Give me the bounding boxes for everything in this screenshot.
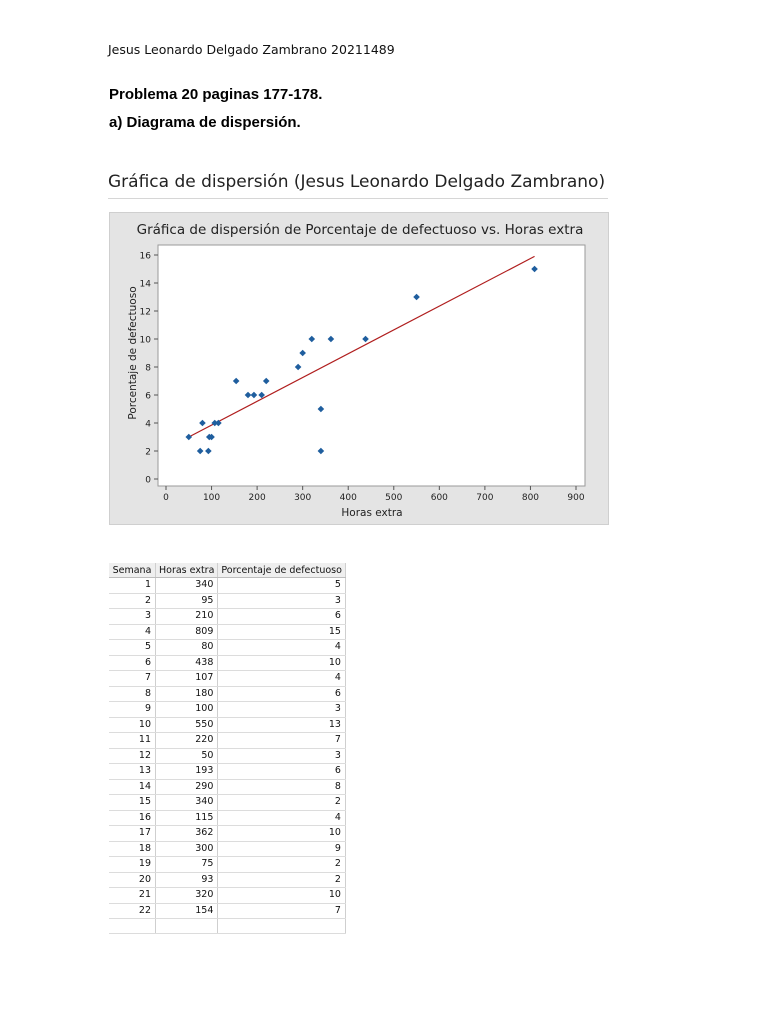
cell-horas-extra: 193 xyxy=(156,764,218,780)
y-tick-label: 16 xyxy=(139,251,151,262)
cell-semana: 12 xyxy=(109,748,156,764)
cell-porcentaje: 5 xyxy=(218,578,346,594)
y-tick-label: 6 xyxy=(145,391,151,402)
cell-porcentaje: 3 xyxy=(218,748,346,764)
x-tick-label: 900 xyxy=(567,493,585,503)
cell-horas-extra: 115 xyxy=(156,810,218,826)
cell-porcentaje: 4 xyxy=(218,671,346,687)
x-tick-label: 600 xyxy=(430,493,448,503)
cell-semana: 5 xyxy=(109,640,156,656)
cell-semana: 15 xyxy=(109,795,156,811)
y-tick-label: 0 xyxy=(145,475,151,486)
cell-porcentaje: 6 xyxy=(218,764,346,780)
table-row xyxy=(109,779,345,795)
chart-title: Gráfica de dispersión de Porcentaje de defectuoso vs. Horas extra xyxy=(136,222,584,238)
cell-porcentaje: 4 xyxy=(218,810,346,826)
table-row xyxy=(109,624,345,640)
table-row xyxy=(109,593,345,609)
table-row xyxy=(109,578,345,594)
table-row xyxy=(109,640,345,656)
table-row xyxy=(109,872,345,888)
x-tick-label: 700 xyxy=(476,493,494,503)
table-row xyxy=(109,686,345,702)
cell-semana: 3 xyxy=(109,609,156,625)
cell-horas-extra: 550 xyxy=(156,717,218,733)
x-axis xyxy=(163,486,585,503)
cell-porcentaje: 7 xyxy=(218,733,346,749)
table-row xyxy=(109,826,345,842)
plot-area xyxy=(158,245,585,486)
y-axis xyxy=(140,252,158,486)
x-tick-label: 800 xyxy=(521,493,540,503)
cell-horas-extra: 93 xyxy=(156,872,218,888)
y-tick-label: 12 xyxy=(139,307,151,318)
empty-cell xyxy=(156,919,218,934)
y-tick-label: 14 xyxy=(139,279,151,290)
table-header-row xyxy=(109,563,345,578)
cell-porcentaje: 10 xyxy=(218,655,346,671)
cell-semana: 16 xyxy=(109,810,156,826)
cell-horas-extra: 50 xyxy=(156,748,218,764)
cell-horas-extra: 100 xyxy=(156,702,218,718)
y-tick-label: 8 xyxy=(145,363,151,374)
cell-semana: 17 xyxy=(109,826,156,842)
cell-semana: 11 xyxy=(109,733,156,749)
figure-caption: Gráfica de dispersión (Jesus Leonardo Delgado Zambrano) xyxy=(108,172,608,199)
cell-porcentaje: 7 xyxy=(218,903,346,919)
cell-semana: 7 xyxy=(109,671,156,687)
cell-semana: 14 xyxy=(109,779,156,795)
cell-semana: 13 xyxy=(109,764,156,780)
cell-semana: 1 xyxy=(109,578,156,594)
cell-semana: 4 xyxy=(109,624,156,640)
column-header-semana: Semana xyxy=(109,563,156,578)
scatter-chart-svg xyxy=(110,213,610,526)
author-line: Jesus Leonardo Delgado Zambrano 20211489 xyxy=(108,42,395,57)
y-tick-label: 10 xyxy=(139,335,151,346)
cell-horas-extra: 340 xyxy=(156,578,218,594)
column-header-porcentaje: Porcentaje de defectuoso xyxy=(218,563,346,578)
cell-horas-extra: 220 xyxy=(156,733,218,749)
cell-semana: 9 xyxy=(109,702,156,718)
x-axis-label: Horas extra xyxy=(341,507,403,519)
cell-horas-extra: 340 xyxy=(156,795,218,811)
table-row xyxy=(109,888,345,904)
table-row xyxy=(109,841,345,857)
x-tick-label: 300 xyxy=(294,493,312,503)
cell-porcentaje: 2 xyxy=(218,795,346,811)
cell-horas-extra: 320 xyxy=(156,888,218,904)
table-row xyxy=(109,671,345,687)
cell-horas-extra: 80 xyxy=(156,640,218,656)
cell-horas-extra: 290 xyxy=(156,779,218,795)
cell-horas-extra: 107 xyxy=(156,671,218,687)
table-body xyxy=(109,578,345,934)
cell-semana: 10 xyxy=(109,717,156,733)
cell-semana: 8 xyxy=(109,686,156,702)
cell-semana: 6 xyxy=(109,655,156,671)
table-row xyxy=(109,857,345,873)
cell-semana: 21 xyxy=(109,888,156,904)
table-row xyxy=(109,702,345,718)
table-row xyxy=(109,764,345,780)
cell-horas-extra: 95 xyxy=(156,593,218,609)
cell-porcentaje: 13 xyxy=(218,717,346,733)
table-row xyxy=(109,748,345,764)
cell-horas-extra: 154 xyxy=(156,903,218,919)
problem-heading: Problema 20 paginas 177-178. xyxy=(109,86,323,103)
cell-horas-extra: 809 xyxy=(156,624,218,640)
cell-porcentaje: 2 xyxy=(218,872,346,888)
cell-porcentaje: 3 xyxy=(218,702,346,718)
cell-horas-extra: 180 xyxy=(156,686,218,702)
x-tick-label: 100 xyxy=(202,493,221,503)
cell-horas-extra: 300 xyxy=(156,841,218,857)
table-row-empty xyxy=(109,919,345,934)
cell-porcentaje: 3 xyxy=(218,593,346,609)
y-tick-label: 4 xyxy=(145,419,151,430)
column-header-horas-extra: Horas extra xyxy=(156,563,218,578)
empty-cell xyxy=(109,919,156,934)
y-tick-label: 2 xyxy=(145,447,151,458)
cell-semana: 22 xyxy=(109,903,156,919)
cell-porcentaje: 10 xyxy=(218,826,346,842)
cell-semana: 2 xyxy=(109,593,156,609)
scatter-chart xyxy=(109,212,609,525)
x-tick-label: 400 xyxy=(339,493,357,503)
cell-porcentaje: 9 xyxy=(218,841,346,857)
cell-horas-extra: 438 xyxy=(156,655,218,671)
y-axis-label: Porcentaje de defectuoso xyxy=(127,286,139,420)
x-tick-label: 0 xyxy=(163,493,169,503)
cell-horas-extra: 75 xyxy=(156,857,218,873)
empty-cell xyxy=(218,919,346,934)
table-row xyxy=(109,655,345,671)
cell-horas-extra: 210 xyxy=(156,609,218,625)
cell-semana: 20 xyxy=(109,872,156,888)
cell-porcentaje: 8 xyxy=(218,779,346,795)
section-heading: a) Diagrama de dispersión. xyxy=(109,114,301,131)
cell-semana: 19 xyxy=(109,857,156,873)
cell-porcentaje: 2 xyxy=(218,857,346,873)
data-table xyxy=(109,563,346,934)
table-row xyxy=(109,810,345,826)
table-row xyxy=(109,795,345,811)
x-tick-label: 200 xyxy=(248,493,266,503)
table-row xyxy=(109,609,345,625)
table-row xyxy=(109,717,345,733)
cell-semana: 18 xyxy=(109,841,156,857)
cell-porcentaje: 6 xyxy=(218,609,346,625)
cell-porcentaje: 10 xyxy=(218,888,346,904)
cell-porcentaje: 15 xyxy=(218,624,346,640)
cell-horas-extra: 362 xyxy=(156,826,218,842)
cell-porcentaje: 6 xyxy=(218,686,346,702)
cell-porcentaje: 4 xyxy=(218,640,346,656)
table-row xyxy=(109,903,345,919)
x-tick-label: 500 xyxy=(385,493,403,503)
table-row xyxy=(109,733,345,749)
